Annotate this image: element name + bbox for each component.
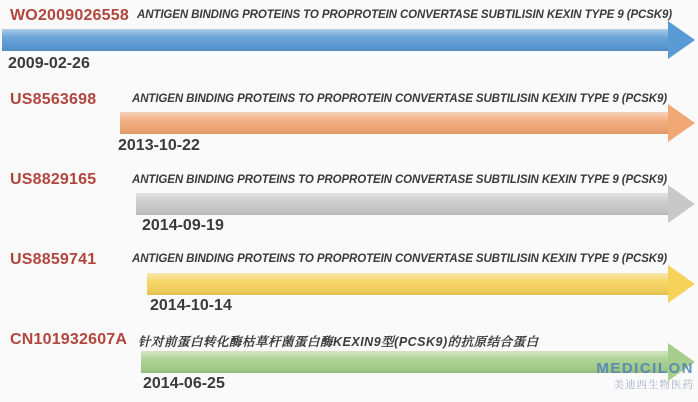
patent-id-us8859741: US8859741 [10, 251, 97, 268]
arrow-shaft [141, 351, 668, 373]
arrow-shaft [2, 29, 668, 51]
patent-date: 2014-06-25 [143, 375, 225, 392]
patent-date: 2014-10-14 [150, 297, 232, 314]
watermark-subtitle: 美迪西生物医药 [613, 379, 694, 391]
arrow-head-icon [668, 21, 695, 59]
patent-id-wo2009026558: WO2009026558 [10, 7, 129, 24]
patent-title: ANTIGEN BINDING PROTEINS TO PROPROTEIN CONVERTASE SUBTILISIN KEXIN TYPE 9 (PCSK9) [132, 174, 668, 186]
patent-date: 2014-09-19 [142, 217, 224, 234]
arrow-head-icon [668, 185, 695, 223]
patent-id-us8563698: US8563698 [10, 91, 97, 108]
watermark [596, 360, 694, 392]
patent-date: 2013-10-22 [118, 137, 200, 154]
patent-id-us8829165: US8829165 [10, 171, 97, 188]
timeline-arrow [120, 103, 695, 143]
arrow-head-icon [668, 104, 695, 142]
patent-title: ANTIGEN BINDING PROTEINS TO PROPROTEIN CONVERTASE SUBTILISIN KEXIN TYPE 9 (PCSK9) [137, 9, 673, 21]
patent-title: ANTIGEN BINDING PROTEINS TO PROPROTEIN CONVERTASE SUBTILISIN KEXIN TYPE 9 (PCSK9) [132, 253, 668, 265]
patent-id-cn101932607a: CN101932607A [10, 331, 128, 348]
watermark-brand: MEDICILON [596, 360, 694, 377]
patent-date: 2009-02-26 [8, 55, 90, 72]
patent-title: 针对前蛋白转化酶枯草杆菌蛋白酶KEXIN9型(PCSK9)的抗原结合蛋白 [138, 335, 539, 349]
arrow-shaft [136, 193, 668, 215]
timeline-arrow [2, 20, 695, 60]
arrow-head-icon [668, 265, 695, 303]
patent-title: ANTIGEN BINDING PROTEINS TO PROPROTEIN CONVERTASE SUBTILISIN KEXIN TYPE 9 (PCSK9) [132, 93, 668, 105]
arrow-shaft [147, 273, 668, 295]
arrow-shaft [120, 112, 668, 134]
